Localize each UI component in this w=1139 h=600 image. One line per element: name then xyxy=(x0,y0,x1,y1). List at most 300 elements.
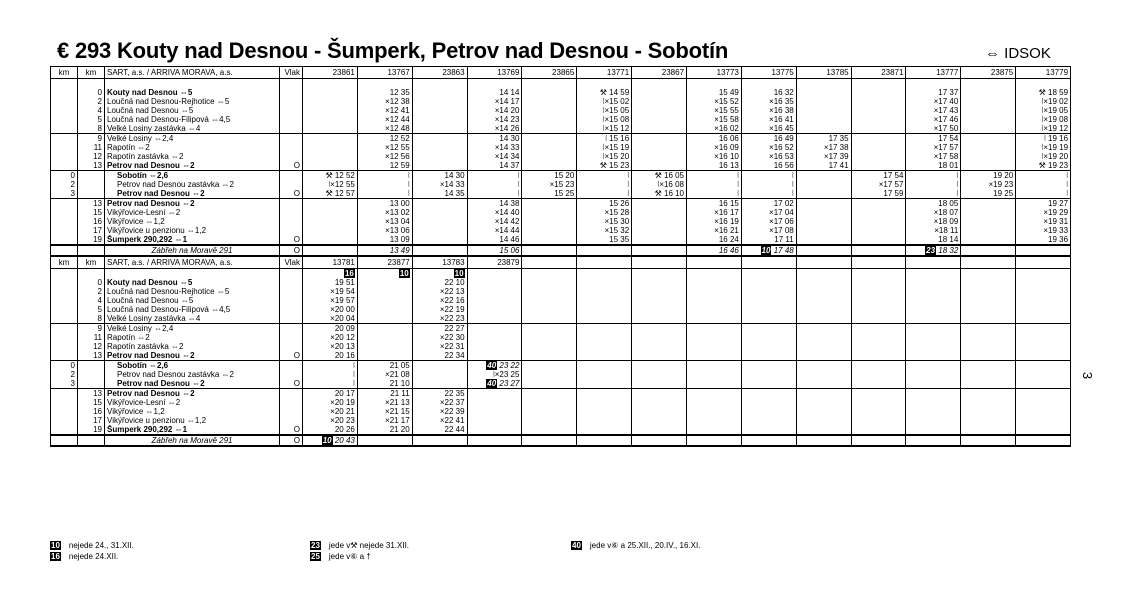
empty-cell xyxy=(1016,361,1071,371)
time-cell: 20 26 xyxy=(303,425,358,435)
empty-cell xyxy=(796,425,851,435)
time-cell: ⦚ xyxy=(687,189,742,199)
time-cell xyxy=(632,134,687,144)
time-cell: ×12 44 xyxy=(357,115,412,124)
km-branch xyxy=(51,217,78,226)
empty-cell xyxy=(632,361,687,371)
train-note xyxy=(1016,269,1071,279)
stop-marker xyxy=(280,389,303,399)
empty-cell xyxy=(522,342,577,351)
km-branch xyxy=(51,398,78,407)
km-branch xyxy=(51,143,78,152)
time-cell xyxy=(796,180,851,189)
time-cell xyxy=(412,435,467,446)
empty-cell xyxy=(796,333,851,342)
time-cell: 16 15 xyxy=(687,199,742,209)
time-cell: 16 06 xyxy=(687,134,742,144)
time-cell: ×17 57 xyxy=(906,143,961,152)
empty-cell xyxy=(522,333,577,342)
stop-marker xyxy=(280,217,303,226)
time-cell xyxy=(467,342,522,351)
station-row xyxy=(51,106,1071,115)
empty-cell xyxy=(961,425,1016,435)
station-name xyxy=(105,425,280,435)
time-cell: ×20 23 xyxy=(303,416,358,425)
empty-cell xyxy=(1016,370,1071,379)
time-cell xyxy=(303,88,358,97)
empty-cell xyxy=(796,278,851,287)
stop-marker xyxy=(280,407,303,416)
station-name xyxy=(105,226,280,235)
time-cell: 12 35 xyxy=(357,88,412,97)
empty-cell xyxy=(687,425,742,435)
empty-cell xyxy=(796,305,851,314)
empty-cell xyxy=(906,296,961,305)
time-cell: ⦚ xyxy=(906,171,961,181)
station-name xyxy=(105,189,280,199)
stop-marker xyxy=(280,296,303,305)
note-box: 40 xyxy=(487,361,497,370)
time-cell: 14 30 xyxy=(412,171,467,181)
empty-cell xyxy=(906,389,961,399)
legend-text: jede v⑥ a 25.XII., 20.IV., 16.XI. xyxy=(589,541,701,550)
km-main: 5 xyxy=(78,305,105,314)
time-cell: ⦚ xyxy=(577,180,632,189)
train-note xyxy=(687,269,742,279)
time-cell: ×22 16 xyxy=(412,296,467,305)
km-main: 8 xyxy=(78,124,105,134)
station-row xyxy=(51,425,1071,435)
empty-cell xyxy=(280,269,303,279)
empty-cell xyxy=(741,361,796,371)
empty-cell xyxy=(1016,342,1071,351)
time-cell xyxy=(412,370,467,379)
train-note xyxy=(577,269,632,279)
empty-cell xyxy=(741,398,796,407)
empty-cell xyxy=(577,256,632,269)
page-number: 3 xyxy=(1080,371,1096,380)
empty-cell xyxy=(632,314,687,324)
time-cell xyxy=(961,134,1016,144)
time-cell: ×20 13 xyxy=(303,342,358,351)
time-cell: ×20 00 xyxy=(303,305,358,314)
time-value: 23 27 xyxy=(497,379,520,388)
empty-cell xyxy=(796,351,851,361)
time-cell xyxy=(303,124,358,134)
empty-cell xyxy=(577,351,632,361)
empty-cell xyxy=(687,351,742,361)
empty-cell xyxy=(741,351,796,361)
train-number: 13781 xyxy=(303,256,358,269)
time-cell xyxy=(796,245,851,256)
time-cell: 14 38 xyxy=(467,199,522,209)
time-cell: ⦚ xyxy=(577,189,632,199)
time-cell xyxy=(412,217,467,226)
train-number: 23879 xyxy=(467,256,522,269)
time-cell xyxy=(632,124,687,134)
time-cell xyxy=(467,278,522,287)
time-cell xyxy=(522,199,577,209)
stop-marker xyxy=(280,134,303,144)
station-row xyxy=(51,407,1071,416)
station-label: Velké Losiny zastávka ⇔4 xyxy=(107,314,201,323)
empty-cell xyxy=(632,296,687,305)
time-cell xyxy=(412,88,467,97)
time-cell: ×22 23 xyxy=(412,314,467,324)
empty-cell xyxy=(796,324,851,334)
time-cell: ×12 55 xyxy=(357,143,412,152)
station-row xyxy=(51,208,1071,217)
station-label: Šumperk 290,292 ⇔1 xyxy=(107,235,188,244)
km-main xyxy=(78,361,105,371)
km-main: 12 xyxy=(78,152,105,161)
time-cell: ⦚ xyxy=(467,180,522,189)
legend-item xyxy=(571,541,700,550)
station-name xyxy=(105,407,280,416)
km-branch xyxy=(51,407,78,416)
station-label: Rapotín zastávka ⇔2 xyxy=(107,152,184,161)
time-cell xyxy=(632,106,687,115)
empty-cell xyxy=(796,416,851,425)
station-label: Petrov nad Desnou zastávka ⇔2 xyxy=(117,180,234,189)
time-cell xyxy=(467,333,522,342)
train-number: 13779 xyxy=(1016,67,1071,79)
page-title: € 293 Kouty nad Desnou - Šumperk, Petrov nad Desnou - Sobotín xyxy=(57,38,729,63)
table-bottom xyxy=(51,446,1071,447)
empty-cell xyxy=(961,379,1016,389)
connection-row xyxy=(51,435,1071,446)
time-cell: ×16 53 xyxy=(741,152,796,161)
empty-cell xyxy=(522,389,577,399)
km-branch xyxy=(51,161,78,171)
time-cell xyxy=(467,324,522,334)
time-cell: ⦚×16 08 xyxy=(632,180,687,189)
km-branch xyxy=(51,134,78,144)
empty-cell xyxy=(961,435,1016,446)
time-cell: ⦚ xyxy=(357,171,412,181)
time-cell: 17 11 xyxy=(741,235,796,245)
empty-cell xyxy=(522,296,577,305)
time-cell xyxy=(467,379,522,389)
empty-cell xyxy=(632,333,687,342)
empty-cell xyxy=(1016,287,1071,296)
time-cell xyxy=(851,208,906,217)
time-cell xyxy=(412,115,467,124)
time-cell: 19 20 xyxy=(961,171,1016,181)
time-cell: ⦚×15 12 xyxy=(577,124,632,134)
time-cell xyxy=(357,305,412,314)
time-cell: ×17 50 xyxy=(906,124,961,134)
time-cell xyxy=(851,235,906,245)
time-cell: ×22 13 xyxy=(412,287,467,296)
time-cell xyxy=(632,143,687,152)
time-cell: ×16 52 xyxy=(741,143,796,152)
station-row xyxy=(51,351,1071,361)
empty-cell xyxy=(961,287,1016,296)
empty-cell xyxy=(961,389,1016,399)
empty-cell xyxy=(687,389,742,399)
time-cell: ×15 32 xyxy=(577,226,632,235)
train-note xyxy=(906,269,961,279)
empty-cell xyxy=(906,435,961,446)
empty-cell xyxy=(522,314,577,324)
empty-cell xyxy=(632,305,687,314)
stop-marker: O xyxy=(280,189,303,199)
time-cell: ⦚ xyxy=(687,171,742,181)
km-branch: 3 xyxy=(51,189,78,199)
empty-cell xyxy=(1016,333,1071,342)
station-row xyxy=(51,235,1071,245)
time-cell: ⦚ xyxy=(741,171,796,181)
stop-marker xyxy=(280,324,303,334)
time-cell: ⦚ xyxy=(906,189,961,199)
time-cell xyxy=(303,226,358,235)
km-main xyxy=(78,370,105,379)
time-cell xyxy=(412,199,467,209)
empty-cell xyxy=(632,256,687,269)
note-row xyxy=(51,269,1071,279)
empty-cell xyxy=(522,278,577,287)
empty-cell xyxy=(906,425,961,435)
empty-cell xyxy=(632,324,687,334)
time-cell: 17 59 xyxy=(851,189,906,199)
station-label: Loučná nad Desnou-Rejhotice ⇔5 xyxy=(107,97,230,106)
station-row xyxy=(51,305,1071,314)
station-row xyxy=(51,217,1071,226)
time-cell: ×15 58 xyxy=(687,115,742,124)
header-row xyxy=(51,256,1071,269)
station-name xyxy=(105,370,280,379)
time-cell xyxy=(412,134,467,144)
empty-cell xyxy=(522,407,577,416)
empty-cell xyxy=(796,296,851,305)
time-cell: ⦚×19 20 xyxy=(1016,152,1071,161)
empty-cell xyxy=(961,333,1016,342)
empty-cell xyxy=(632,416,687,425)
km-main: 13 xyxy=(78,199,105,209)
time-cell xyxy=(851,226,906,235)
station-name xyxy=(105,333,280,342)
time-cell xyxy=(467,416,522,425)
empty-cell xyxy=(851,370,906,379)
time-cell: ×13 06 xyxy=(357,226,412,235)
time-cell: ⦚×12 55 xyxy=(303,180,358,189)
time-cell: 16 24 xyxy=(687,235,742,245)
time-cell xyxy=(796,106,851,115)
km-main: 2 xyxy=(78,287,105,296)
station-name xyxy=(105,171,280,181)
time-cell: ×16 41 xyxy=(741,115,796,124)
empty-cell xyxy=(796,256,851,269)
time-cell: ⦚ xyxy=(357,180,412,189)
km-main: 2 xyxy=(78,97,105,106)
empty-cell xyxy=(906,333,961,342)
km-branch xyxy=(51,305,78,314)
empty-cell xyxy=(961,407,1016,416)
empty-cell xyxy=(741,333,796,342)
empty-cell xyxy=(851,389,906,399)
time-cell: ×14 17 xyxy=(467,97,522,106)
empty-cell xyxy=(303,79,358,89)
train-number: 23877 xyxy=(357,256,412,269)
station-label: Vikýřovice-Lesní ⇔2 xyxy=(107,398,181,407)
empty-cell xyxy=(961,370,1016,379)
time-cell: ⦚ xyxy=(467,171,522,181)
station-row xyxy=(51,134,1071,144)
empty-cell xyxy=(851,379,906,389)
time-cell xyxy=(851,199,906,209)
stop-marker xyxy=(280,278,303,287)
empty-cell xyxy=(906,256,961,269)
connection-row xyxy=(51,245,1071,256)
empty-cell xyxy=(577,361,632,371)
time-cell: 22 34 xyxy=(412,351,467,361)
km-branch xyxy=(51,333,78,342)
km-main xyxy=(78,180,105,189)
empty-cell xyxy=(1016,407,1071,416)
empty-cell xyxy=(741,370,796,379)
time-cell: ⦚ xyxy=(687,180,742,189)
empty-cell xyxy=(1016,416,1071,425)
station-row xyxy=(51,143,1071,152)
station-name xyxy=(105,296,280,305)
stop-marker xyxy=(280,152,303,161)
time-cell xyxy=(632,235,687,245)
empty-cell xyxy=(522,379,577,389)
stop-marker xyxy=(280,88,303,97)
station-row xyxy=(51,161,1071,171)
empty-cell xyxy=(1016,379,1071,389)
empty-cell xyxy=(577,287,632,296)
empty-cell xyxy=(687,333,742,342)
empty-cell xyxy=(577,79,632,89)
empty-cell xyxy=(961,305,1016,314)
empty-cell xyxy=(796,287,851,296)
empty-cell xyxy=(1016,446,1071,447)
empty-cell xyxy=(796,314,851,324)
empty-cell xyxy=(741,416,796,425)
time-cell xyxy=(467,425,522,435)
empty-cell xyxy=(577,379,632,389)
time-cell xyxy=(412,361,467,371)
time-cell xyxy=(412,143,467,152)
time-cell: 16 13 xyxy=(687,161,742,171)
empty-cell xyxy=(105,269,280,279)
station-label: Loučná nad Desnou-Filipová ⇔4,5 xyxy=(107,305,231,314)
empty-cell xyxy=(796,398,851,407)
time-cell xyxy=(961,152,1016,161)
time-cell: 20 09 xyxy=(303,324,358,334)
empty-cell xyxy=(687,79,742,89)
time-cell xyxy=(961,106,1016,115)
km-branch xyxy=(51,389,78,399)
station-label: Petrov nad Desnou ⇔2 xyxy=(107,161,195,170)
time-cell xyxy=(632,115,687,124)
empty-cell xyxy=(906,314,961,324)
station-name xyxy=(105,389,280,399)
empty-cell xyxy=(796,446,851,447)
time-cell: ×17 46 xyxy=(906,115,961,124)
station-name xyxy=(105,134,280,144)
time-cell xyxy=(303,161,358,171)
time-cell xyxy=(467,361,522,371)
timetable xyxy=(50,66,1071,447)
stop-marker xyxy=(280,124,303,134)
time-cell: 21 11 xyxy=(357,389,412,399)
time-cell: ×19 57 xyxy=(303,296,358,305)
time-cell xyxy=(522,106,577,115)
time-cell: ×17 57 xyxy=(851,180,906,189)
time-cell xyxy=(522,245,577,256)
time-cell xyxy=(412,245,467,256)
empty-cell xyxy=(741,79,796,89)
station-name xyxy=(105,379,280,389)
empty-cell xyxy=(577,370,632,379)
station-label: Petrov nad Desnou zastávka ⇔2 xyxy=(117,370,234,379)
time-cell xyxy=(303,199,358,209)
time-cell: ×21 13 xyxy=(357,398,412,407)
time-cell: 15 20 xyxy=(522,171,577,181)
empty-cell xyxy=(522,79,577,89)
stop-marker xyxy=(280,115,303,124)
time-cell xyxy=(412,161,467,171)
empty-cell xyxy=(687,407,742,416)
station-name xyxy=(105,106,280,115)
train-number: 13769 xyxy=(467,67,522,79)
empty-cell xyxy=(687,287,742,296)
time-cell: ×19 33 xyxy=(1016,226,1071,235)
time-cell: ⚒ 14 59 xyxy=(577,88,632,97)
empty-cell xyxy=(741,324,796,334)
time-cell xyxy=(412,97,467,106)
time-cell: ×15 52 xyxy=(687,97,742,106)
note-box: 40 xyxy=(487,379,497,388)
time-cell xyxy=(961,199,1016,209)
time-cell xyxy=(796,171,851,181)
km-branch xyxy=(51,287,78,296)
time-cell: 15 35 xyxy=(577,235,632,245)
station-label: Velké Losiny ⇔2,4 xyxy=(107,323,174,333)
time-cell: ×20 21 xyxy=(303,407,358,416)
km-branch xyxy=(51,88,78,97)
time-cell: 12 52 xyxy=(357,134,412,144)
empty-cell xyxy=(851,446,906,447)
empty-cell xyxy=(906,287,961,296)
time-cell: ×22 31 xyxy=(412,342,467,351)
train-number: 23871 xyxy=(851,67,906,79)
train-number: 23863 xyxy=(412,67,467,79)
empty-cell xyxy=(851,435,906,446)
station-name xyxy=(105,416,280,425)
km-main xyxy=(78,379,105,389)
km-main: 11 xyxy=(78,143,105,152)
time-value: 18 32 xyxy=(936,246,959,255)
station-name xyxy=(105,324,280,334)
time-cell: ×15 23 xyxy=(522,180,577,189)
station-name xyxy=(105,287,280,296)
empty-cell xyxy=(577,407,632,416)
time-cell: ×17 04 xyxy=(741,208,796,217)
km-branch: 2 xyxy=(51,370,78,379)
time-cell: ×19 54 xyxy=(303,287,358,296)
stop-marker xyxy=(280,199,303,209)
time-cell xyxy=(303,208,358,217)
station-row xyxy=(51,199,1071,209)
km-branch xyxy=(51,314,78,324)
legend-text: jede v⑥ a † xyxy=(328,552,371,561)
time-cell xyxy=(303,97,358,106)
empty-cell xyxy=(577,296,632,305)
